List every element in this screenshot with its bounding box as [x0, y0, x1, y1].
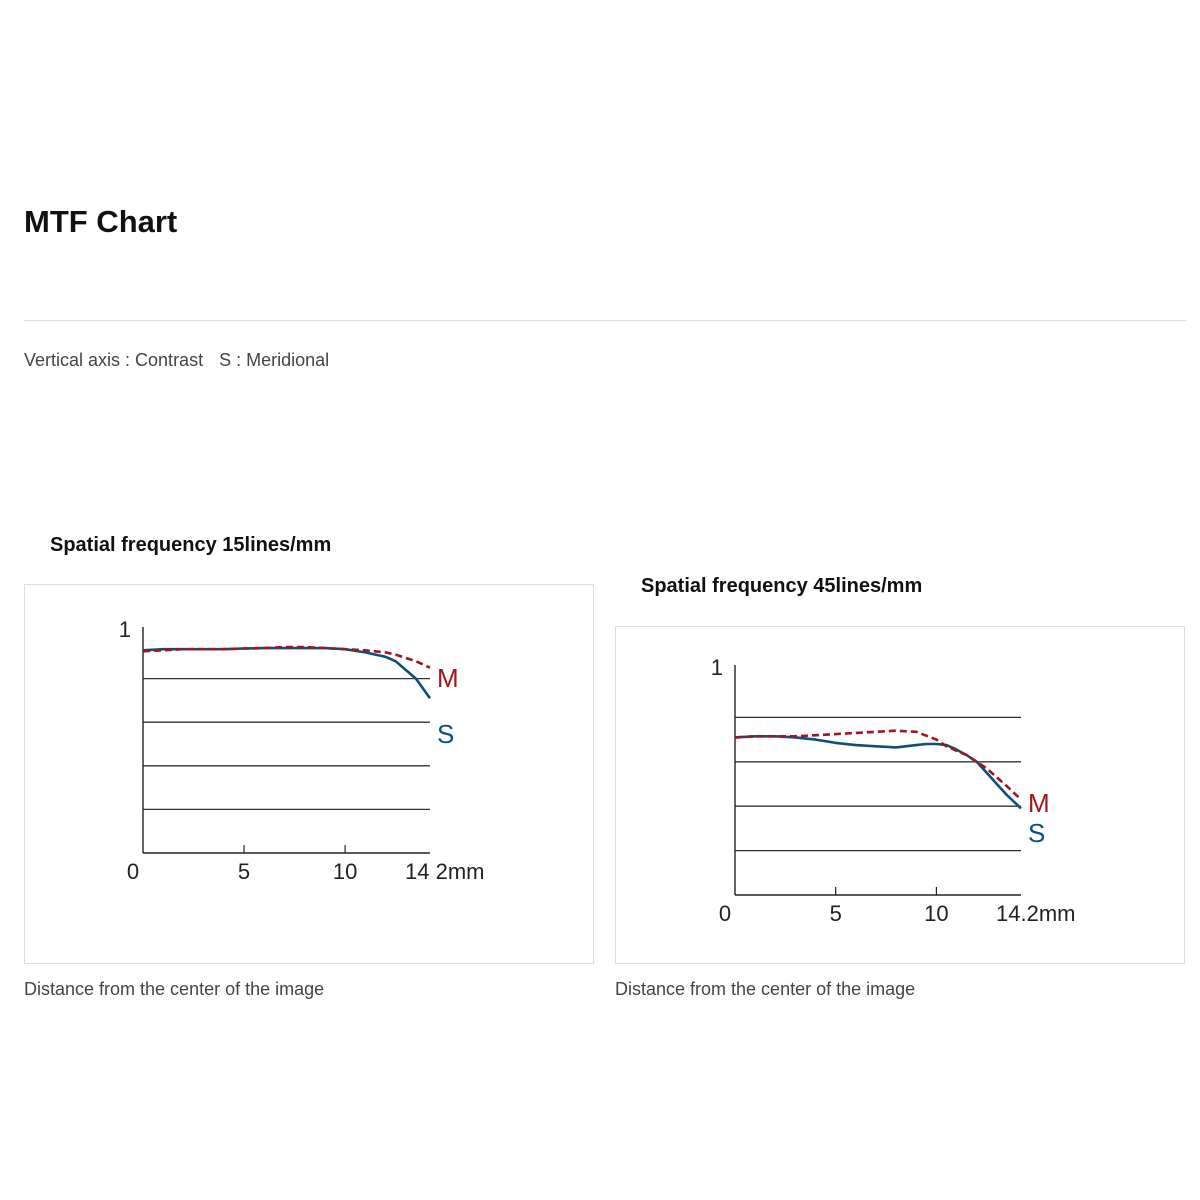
vertical-axis-label: Vertical axis : Contrast: [24, 350, 204, 370]
series-label-s: S: [1028, 818, 1046, 848]
series-label-m: M: [437, 663, 459, 693]
chart-2-title: Spatial frequency 45lines/mm: [641, 575, 923, 597]
y-tick-label: 1: [118, 617, 131, 642]
x-tick-label-2: 10: [332, 859, 358, 884]
x-tick-label-3: 14.2mm: [996, 901, 1076, 926]
x-tick-label-1: 5: [829, 901, 842, 926]
series-line-s: [143, 648, 430, 698]
axis-legend-text: [24, 350, 329, 371]
x-tick-label-0: 0: [126, 859, 140, 884]
series-label-s: S: [437, 719, 455, 749]
chart-2-xlabel: Distance from the center of the image: [615, 979, 916, 999]
x-tick-label-2: 10: [924, 901, 949, 926]
x-tick-label-3: 14 2mm: [405, 859, 485, 884]
x-tick-label-1: 5: [237, 859, 251, 884]
s-meridional-label: S : Meridional: [219, 350, 330, 370]
y-tick-label: 1: [710, 655, 723, 680]
chart-1-title: Spatial frequency 15lines/mm: [50, 534, 332, 556]
chart-1-xlabel: Distance from the center of the image: [24, 979, 325, 999]
chart-2-plot: [616, 627, 1184, 963]
page-title: MTF Chart: [24, 204, 178, 239]
series-line-s: [735, 736, 1021, 808]
chart-1-frame: [24, 584, 594, 964]
title-divider: [24, 320, 1186, 321]
chart-1-plot: [25, 585, 593, 963]
x-tick-label-0: 0: [718, 901, 732, 926]
series-label-m: M: [1028, 788, 1050, 818]
chart-2-frame: [615, 626, 1185, 964]
